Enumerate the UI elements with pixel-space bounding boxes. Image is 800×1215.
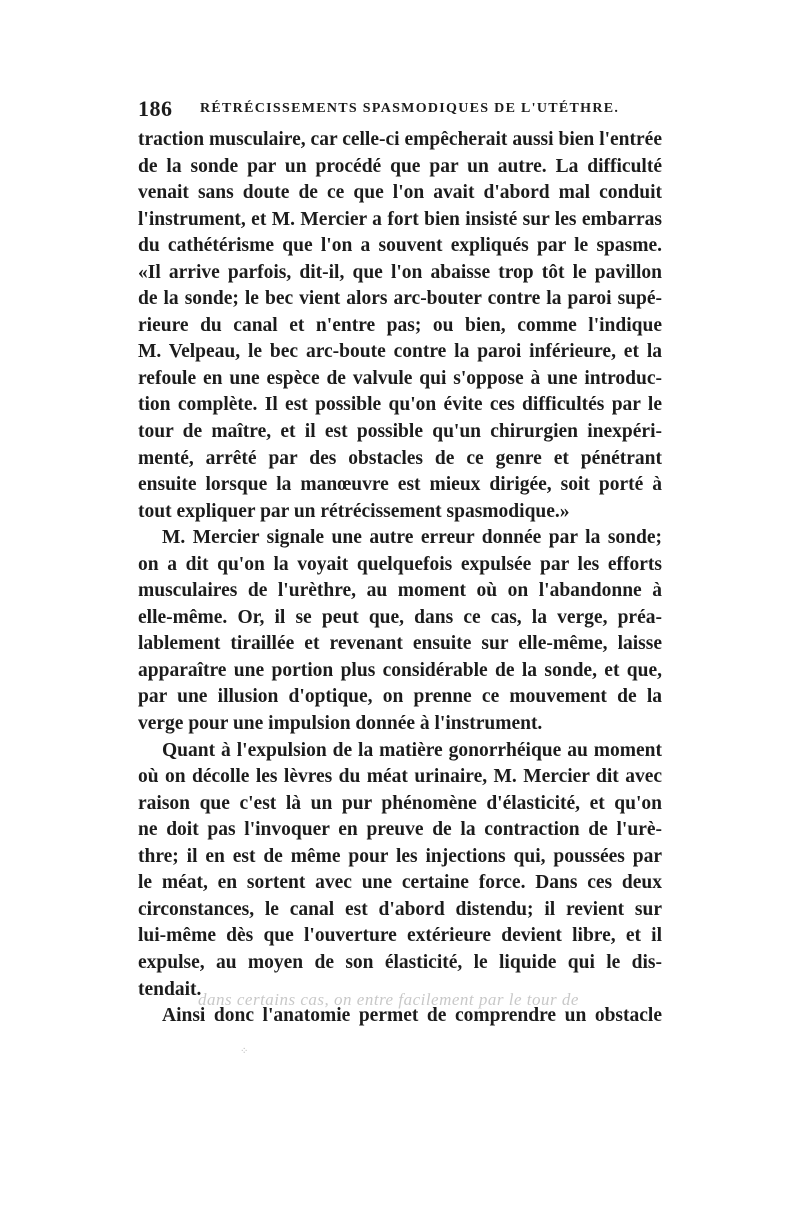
text-line: circonstances, le canal est d'abord distendu; il revient sur (138, 898, 662, 920)
text-line: elle-même. Or, il se peut que, dans ce cas, la verge, préa- (138, 606, 662, 628)
text-line: ne doit pas l'invoquer en preuve de la contraction de l'urè- (138, 819, 662, 841)
text-line: tour de maître, et il est possible qu'un chirurgien inexpéri- (138, 421, 662, 443)
text-line: lablement tiraillée et revenant ensuite sur elle-même, laisse (138, 633, 662, 655)
text-line: où on décolle les lèvres du méat urinaire, M. Mercier dit avec (138, 766, 662, 788)
paragraph-start-line: Quant à l'expulsion de la matière gonorrhéique au moment (162, 739, 662, 761)
text-line: «Il arrive parfois, dit-il, que l'on abaisse trop tôt le pavillon (138, 261, 662, 283)
page-header (138, 96, 678, 126)
text-line: raison que c'est là un pur phénomène d'élasticité, et qu'on (138, 792, 662, 814)
text-line: on a dit qu'on la voyait quelquefois expulsée par les efforts (138, 553, 662, 575)
text-line: tion complète. Il est possible qu'on évite ces difficultés par le (138, 394, 662, 416)
text-line: du cathétérisme que l'on a souvent expliqués par le spasme. (138, 235, 662, 257)
text-line: menté, arrêté par des obstacles de ce genre et pénétrant (138, 447, 662, 469)
text-line: verge pour une impulsion donnée à l'instrument. (138, 713, 543, 735)
text-line: lui-même dès que l'ouverture extérieure devient libre, et il (138, 925, 662, 947)
page-number: 186 (138, 96, 173, 121)
text-line: de la sonde; le bec vient alors arc-bouter contre la paroi supé- (138, 288, 662, 310)
paper-speck: ⁘ (240, 1046, 249, 1057)
text-line: par une illusion d'optique, on prenne ce mouvement de la (138, 686, 662, 708)
text-line: de la sonde par un procédé que par un autre. La difficulté (138, 155, 662, 177)
text-line: expulse, au moyen de son élasticité, le liquide qui le dis- (138, 951, 662, 973)
text-line: thre; il en est de même pour les injections qui, poussées par (138, 845, 662, 867)
text-line: le méat, en sortent avec une certaine force. Dans ces deux (138, 872, 662, 894)
text-line: M. Velpeau, le bec arc-boute contre la paroi inférieure, et la (138, 341, 662, 363)
text-line: ensuite lorsque la manœuvre est mieux dirigée, soit porté à (138, 474, 662, 496)
body-text (138, 127, 662, 1030)
text-line: refoule en une espèce de valvule qui s'oppose à une introduc- (138, 367, 662, 389)
text-line: tendait. (138, 978, 202, 1000)
text-line: tout expliquer par un rétrécissement spasmodique.» (138, 500, 570, 522)
text-line: rieure du canal et n'entre pas; ou bien, comme l'indique (138, 314, 662, 336)
paragraph-start-line: M. Mercier signale une autre erreur donnée par la sonde; (162, 527, 662, 549)
paragraph-start-line: Ainsi donc l'anatomie permet de comprendre un obstacle (162, 1005, 662, 1027)
text-line: traction musculaire, car celle-ci empêcherait aussi bien l'entrée (138, 129, 662, 150)
text-line: apparaître une portion plus considérable de la sonde, et que, (138, 659, 662, 681)
text-line: l'instrument, et M. Mercier a fort bien insisté sur les embarras (138, 208, 662, 230)
running-title: RÉTRÉCISSEMENTS SPASMODIQUES DE L'UTÉTHRE. (200, 101, 620, 116)
text-line: musculaires de l'urèthre, au moment où on l'abandonne à (138, 580, 662, 602)
text-line: venait sans doute de ce que l'on avait d'abord mal conduit (138, 182, 662, 204)
show-through-text: dans certains cas, on entre facilement par le tour de (198, 990, 579, 1009)
